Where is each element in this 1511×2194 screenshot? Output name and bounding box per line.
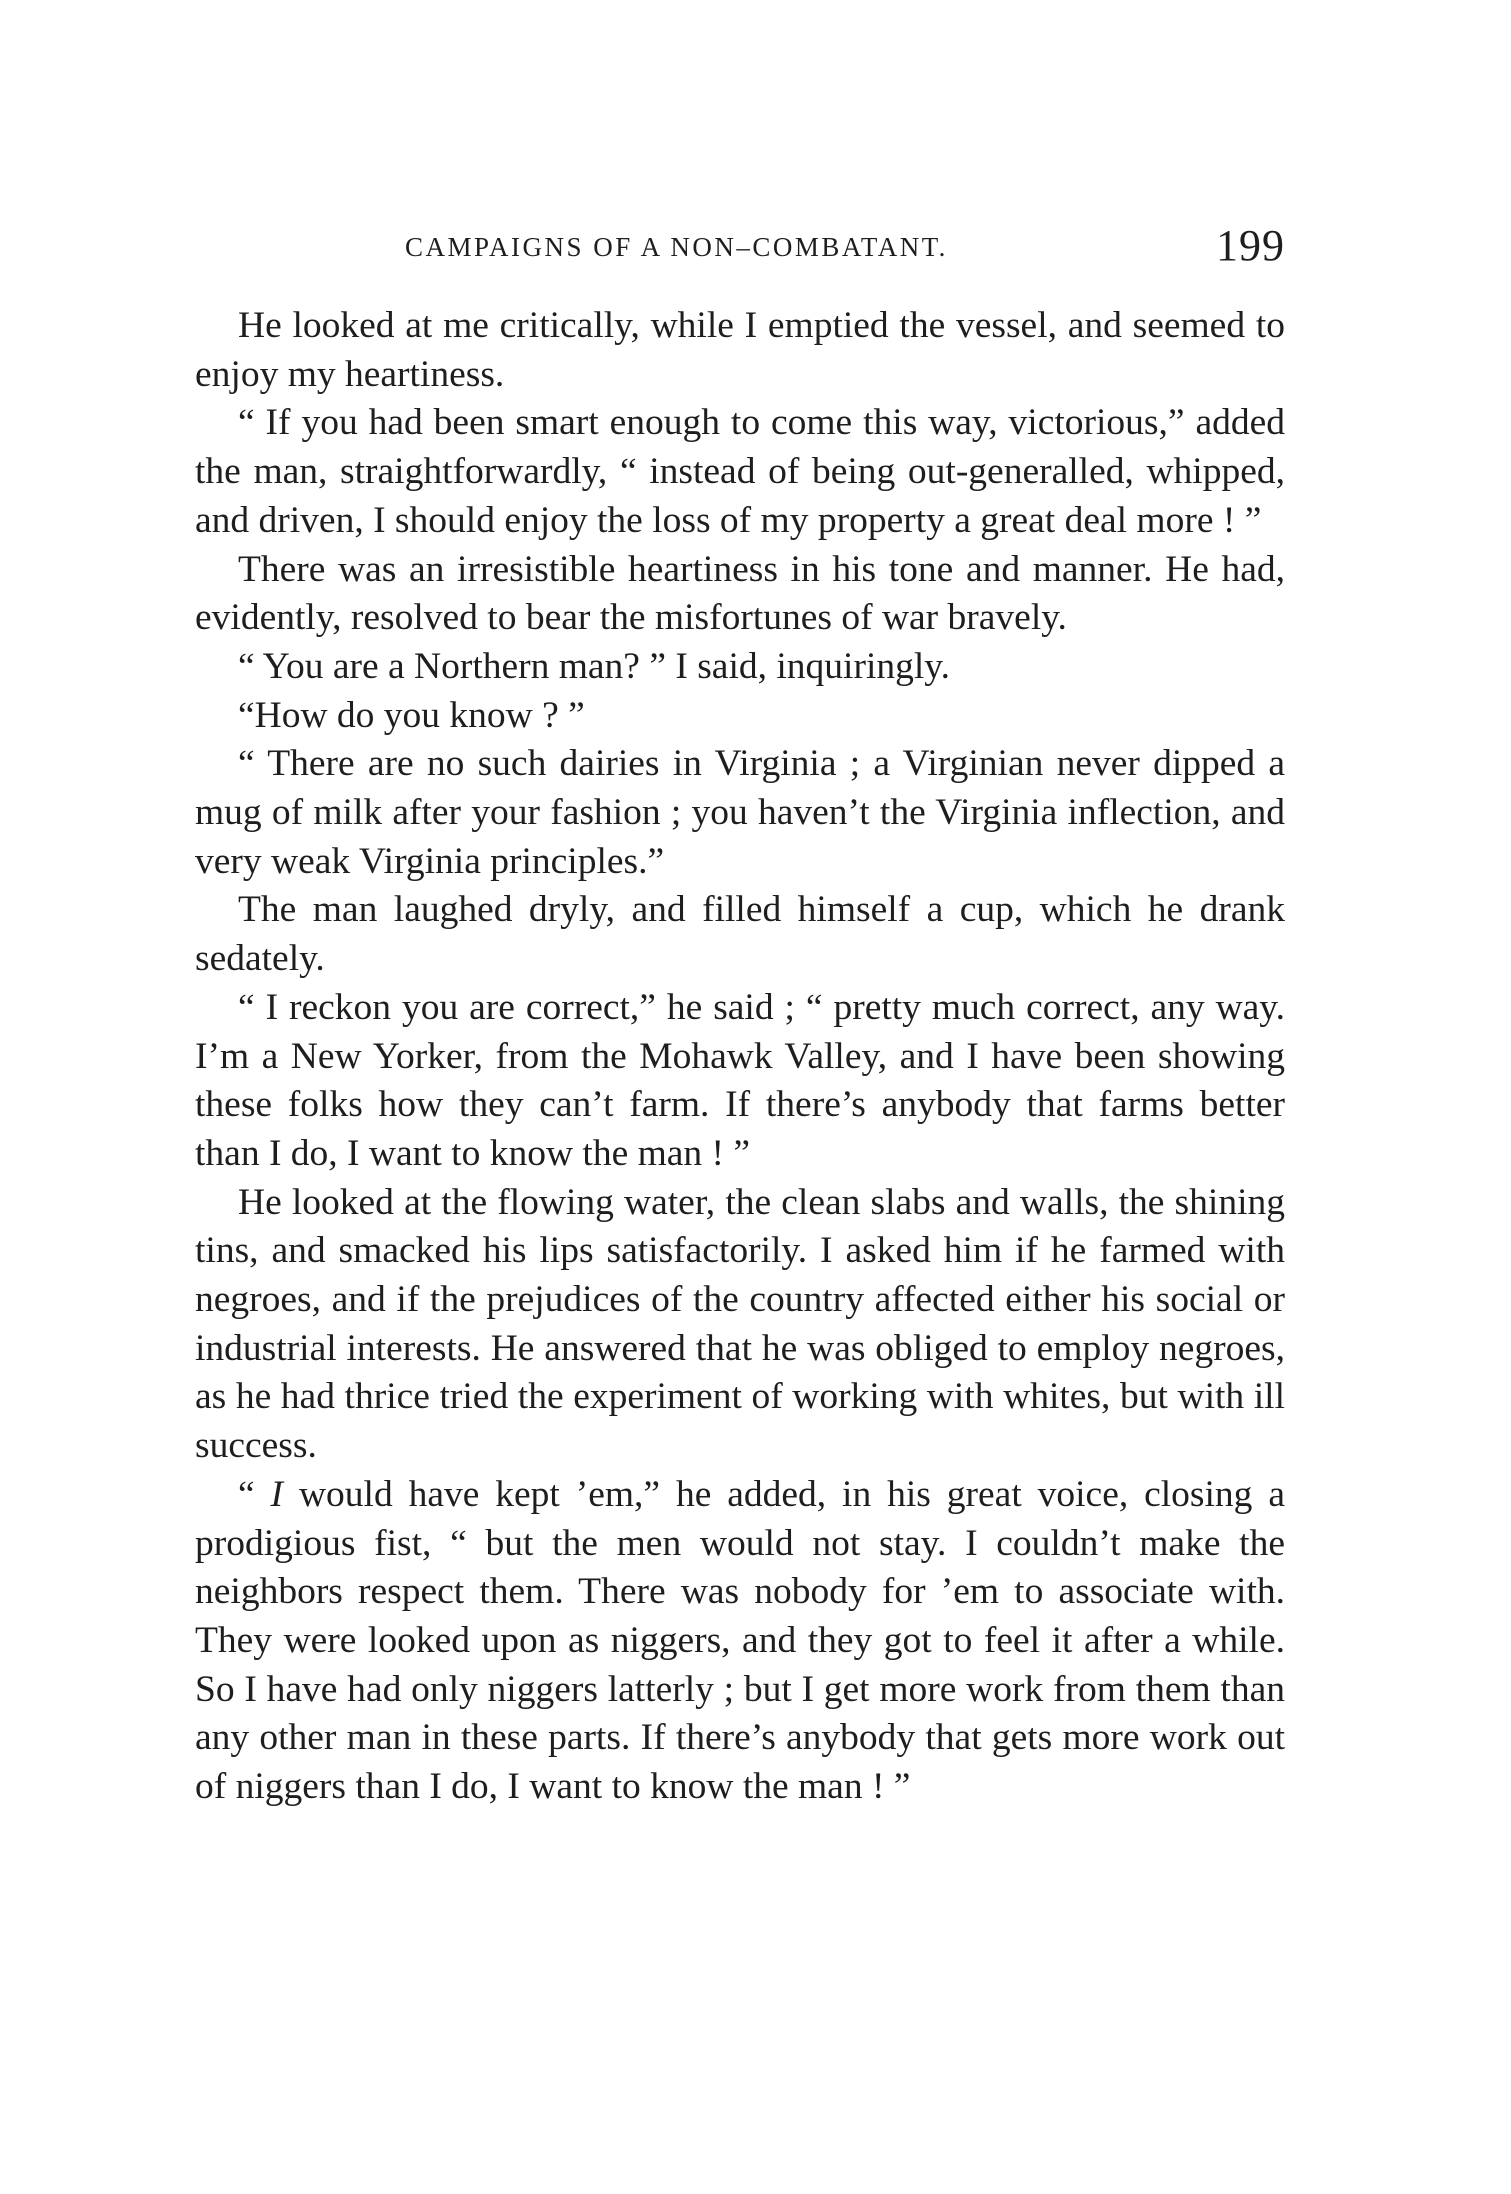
paragraph: “How do you know ? ” [238,694,585,736]
running-title: CAMPAIGNS OF A NON–COMBATANT. [405,232,948,262]
body-text [195,302,1285,1812]
paragraph: “ There are no such dairies in Virginia ; a Virginian never dipped a mug of milk after your fashion ; you haven’t the Virginia inflection, and very weak Virginia principles.” [195,743,1285,882]
paragraph-text: would have kept ’em,” he added, in his great voice, closing a prodigious fist, “ but the men would not stay. I couldn’t make the neighbors respect them. There was nobody for ’em to associate with. They were looked upon as niggers, and they got to feel it after a while. So I have had only niggers latterly ; but I get more work from them than any other man in these parts. If there’s anybody that gets more work out of niggers than I do, I want to know the man ! ” [195,1473,1285,1808]
italic-pronoun: I [270,1473,284,1515]
paragraph: “ I reckon you are correct,” he said ; “ pretty much correct, any way. I’m a New Yorker, from the Mohawk Valley, and I have been showing these folks how they can’t farm. If there’s anybody that farms better than I do, I want to know the man ! ” [195,986,1285,1174]
paragraph: He looked at the flowing water, the clean slabs and walls, the shining tins, and smacked his lips satisfactorily. I asked him if he farmed with negroes, and if the prejudices of the country affected either his social or industrial interests. He answered that he was obliged to employ negroes, as he had thrice tried the experiment of working with whites, but with ill success. [195,1181,1285,1467]
paragraph: “ If you had been smart enough to come this way, victorious,” added the man, straightforwardly, “ instead of being out-generalled, whipped, and driven, I should enjoy the loss of my property a great deal more ! ” [195,402,1285,541]
paragraph: There was an irresistible heartiness in his tone and manner. He had, evidently, resolved to bear the misfortunes of war bravely. [195,548,1285,639]
paragraph: “ You are a Northern man? ” I said, inquiringly. [238,645,950,687]
paragraph: The man laughed dryly, and filled himself a cup, which he drank sedately. [195,889,1285,980]
paragraph [195,1471,1285,1812]
paragraph: He looked at me critically, while I emptied the vessel, and seemed to enjoy my heartiness. [195,305,1285,395]
running-head [195,220,1285,280]
book-page [195,220,1285,1812]
opening-quote: “ [238,1473,271,1515]
page-number: 199 [1216,221,1285,270]
